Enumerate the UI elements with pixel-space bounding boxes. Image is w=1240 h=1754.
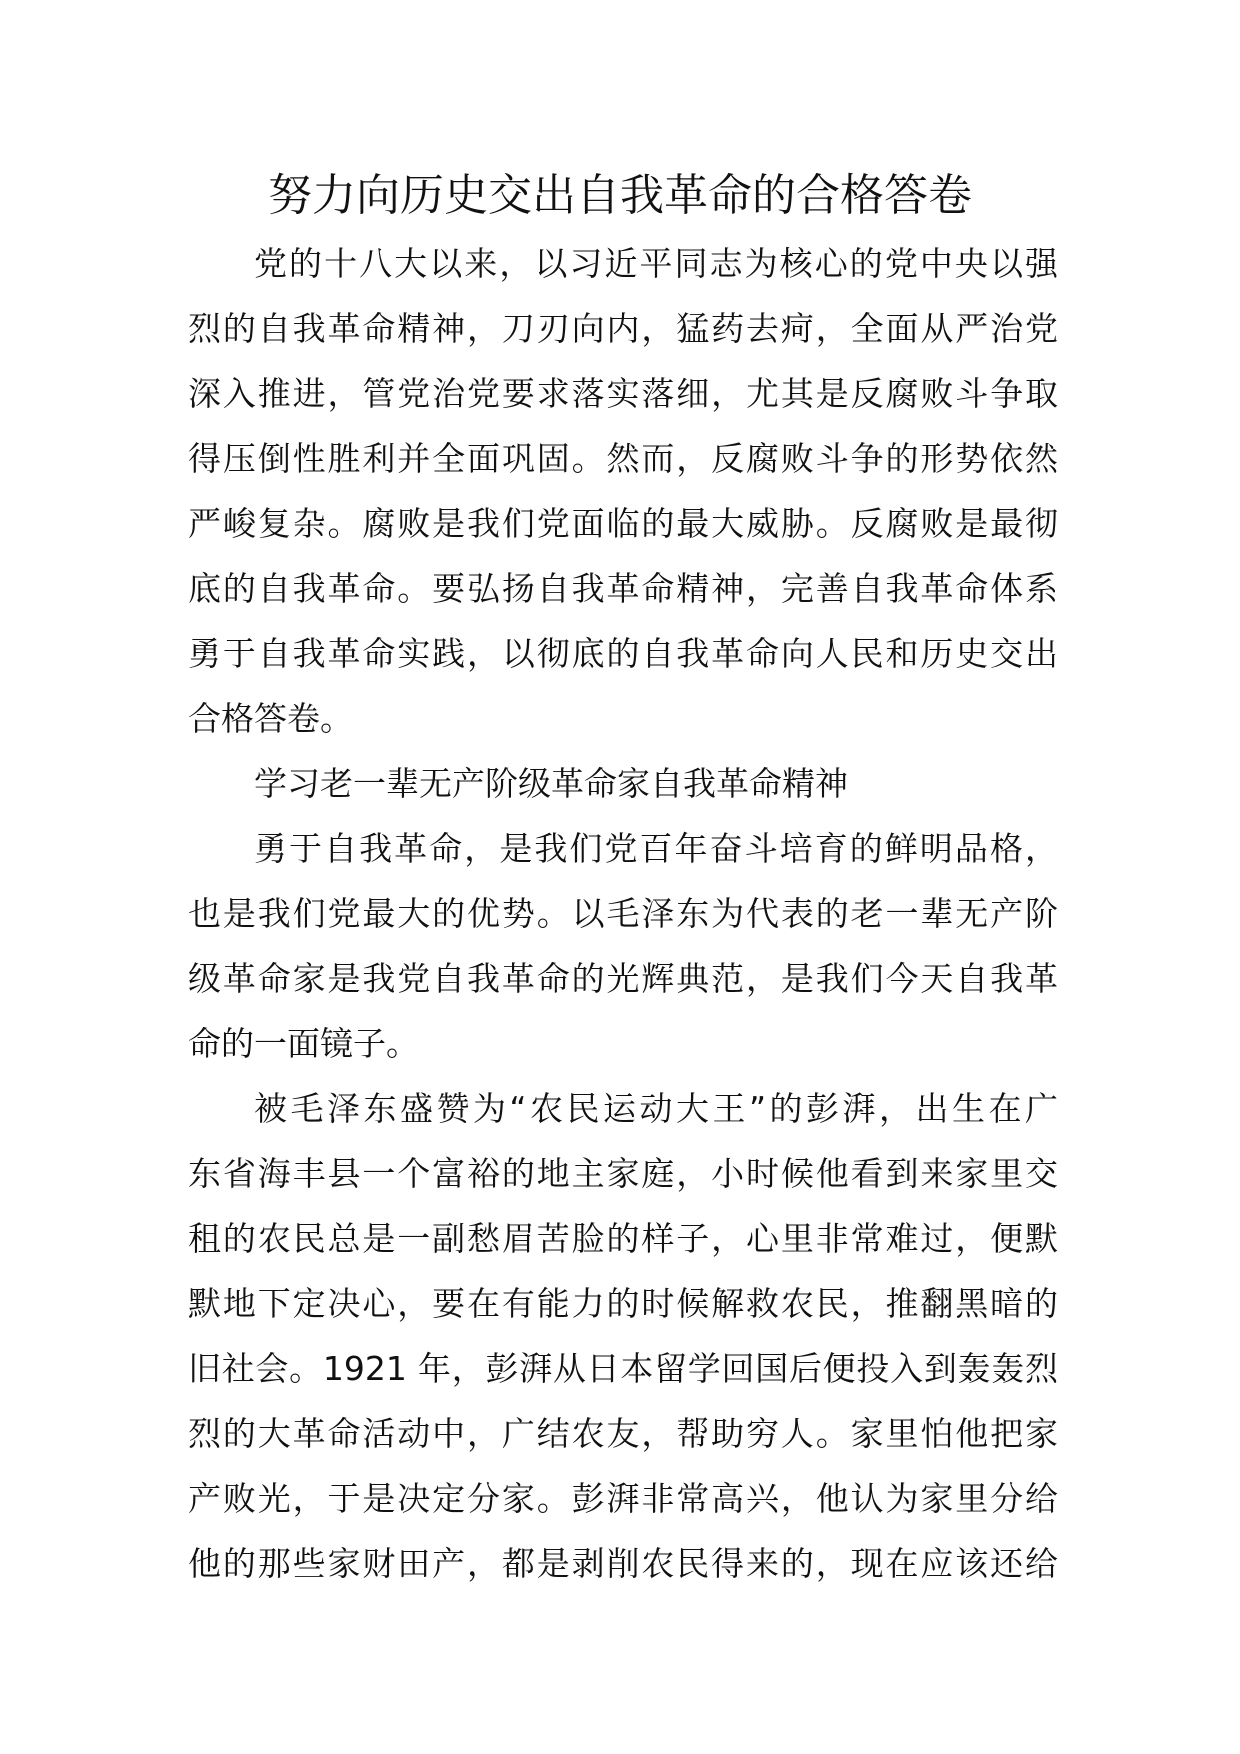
document-title: 努力向历史交出自我革命的合格答卷 [268,170,972,221]
paragraph-intro [188,231,1058,751]
text-line: 也是我们党最大的优势。以毛泽东为代表的老一辈无产阶 [188,894,1058,933]
text-line: 命的一面镜子。 [188,1024,419,1063]
text-line: 产败光，于是决定分家。彭湃非常高兴，他认为家里分给 [188,1479,1058,1518]
text-line: 烈的大革命活动中，广结农友，帮助穷人。家里怕他把家 [188,1414,1058,1453]
document-body [188,231,1058,1596]
text-line: 默地下定决心，要在有能力的时候解救农民，推翻黑暗的 [188,1284,1058,1323]
text-line: 党的十八大以来，以习近平同志为核心的党中央以强 [254,244,1058,283]
text-line: 得压倒性胜利并全面巩固。然而，反腐败斗争的形势依然 [188,439,1058,478]
text-line: 烈的自我革命精神，刀刃向内，猛药去疴，全面从严治党 [188,309,1058,348]
text-line: 被毛泽东盛赞为“农民运动大王”的彭湃，出生在广 [254,1089,1058,1128]
text-line: 底的自我革命。要弘扬自我革命精神，完善自我革命体系 [188,569,1058,608]
text-line: 级革命家是我党自我革命的光辉典范，是我们今天自我革 [188,959,1058,998]
paragraph-self-revolution [188,816,1058,1076]
section-subheading: 学习老一辈无产阶级革命家自我革命精神 [254,764,848,803]
text-line: 他的那些家财田产，都是剥削农民得来的，现在应该还给 [188,1544,1058,1583]
text-line: 合格答卷。 [188,699,353,738]
paragraph-peng-pai [188,1076,1058,1596]
text-line: 租的农民总是一副愁眉苦脸的样子，心里非常难过，便默 [188,1219,1058,1258]
text-line: 东省海丰县一个富裕的地主家庭，小时候他看到来家里交 [188,1154,1058,1193]
text-line: 勇于自我革命实践，以彻底的自我革命向人民和历史交出 [188,634,1058,673]
text-line: 勇于自我革命，是我们党百年奋斗培育的鲜明品格， [254,829,1058,868]
text-line: 严峻复杂。腐败是我们党面临的最大威胁。反腐败是最彻 [188,504,1058,543]
text-line: 深入推进，管党治党要求落实落细，尤其是反腐败斗争取 [188,374,1058,413]
text-line: 旧社会。1921 年，彭湃从日本留学回国后便投入到轰轰烈 [188,1349,1058,1388]
